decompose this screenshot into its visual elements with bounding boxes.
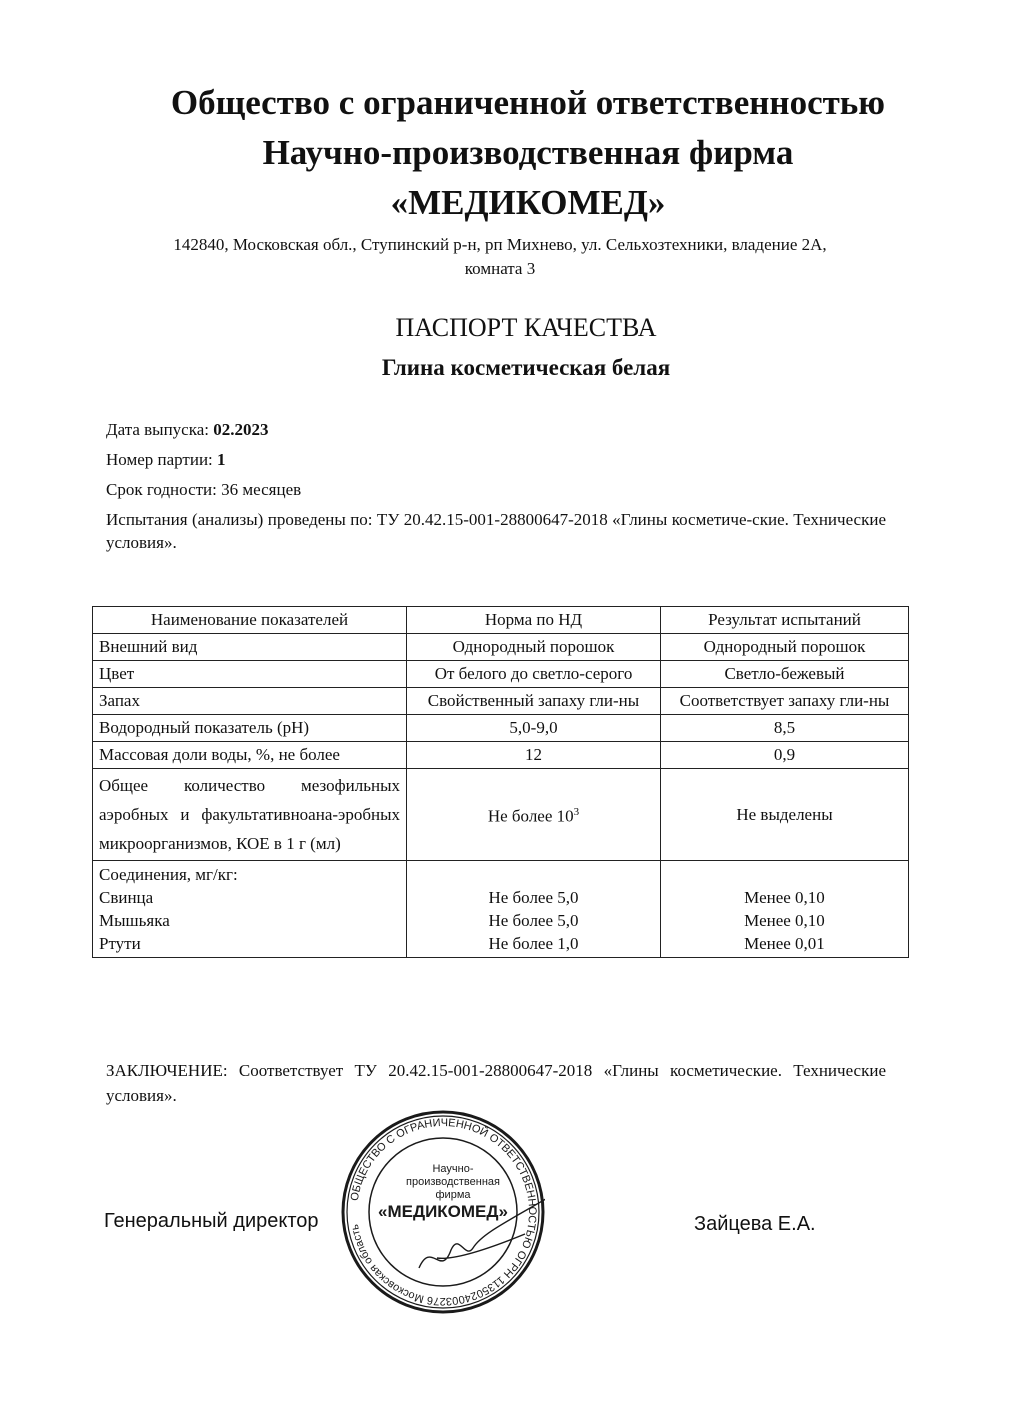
norm-cell: От белого до светло-серого	[407, 661, 661, 688]
company-address	[100, 233, 900, 281]
shelf-life	[106, 478, 886, 502]
compounds-label: Соединения, мг/кг:	[99, 865, 238, 884]
compound-norm: Не более 5,0	[488, 911, 579, 930]
conclusion: ЗАКЛЮЧЕНИЕ: Соответствует ТУ 20.42.15-001-28800647-2018 «Глины косметические. Технические условия».	[106, 1061, 886, 1105]
seal-line-3: фирма	[435, 1189, 471, 1201]
indicator-cell: Внешний вид	[93, 634, 407, 661]
shelf-life-label: Срок годности:	[106, 480, 217, 499]
result-cell: Однородный порошок	[661, 634, 909, 661]
seal-line-1: Научно-	[432, 1163, 474, 1175]
compound-result: Менее 0,10	[744, 888, 825, 907]
address-line-2: комната 3	[464, 259, 536, 278]
indicator-cell: Водородный показатель (pH)	[93, 715, 407, 742]
indicator-cell: Цвет	[93, 661, 407, 688]
result-cell: 0,9	[661, 742, 909, 769]
table-row	[93, 634, 909, 661]
seal-company-name: «МЕДИКОМЕД»	[378, 1202, 508, 1221]
company-seal	[341, 1110, 545, 1314]
shelf-life-value: 36 месяцев	[221, 480, 302, 499]
seal-ring-text: ОБЩЕСТВО С ОГРАНИЧЕННОЙ ОТВЕТСТВЕННОСТЬЮ ОГРН 1135024003276 Московская область	[348, 1116, 539, 1308]
table-row	[93, 742, 909, 769]
document-info	[106, 418, 886, 560]
company-line-2: Научно-производственная фирма	[262, 133, 794, 172]
microbe-norm-exponent: 3	[573, 806, 580, 819]
table-header-row	[93, 607, 909, 634]
table-row	[93, 661, 909, 688]
compound-norm: Не более 5,0	[488, 888, 579, 907]
compound-name: Мышьяка	[99, 911, 170, 930]
indicator-cell: Общее количество мезофильных аэробных и факультативноана-эробных микроорганизмов, КОЕ в 1 г (мл)	[93, 769, 407, 861]
indicator-cell: Запах	[93, 688, 407, 715]
norm-cell	[407, 861, 661, 958]
product-name: Глина косметическая белая	[381, 355, 671, 380]
release-date	[106, 418, 886, 442]
document-title: ПАСПОРТ КАЧЕСТВА	[395, 313, 657, 342]
header-indicator: Наименование показателей	[93, 607, 407, 634]
address-line-1: 142840, Московская обл., Ступинский р-н, рп Михнево, ул. Сельхозтехники, владение 2А,	[173, 235, 827, 254]
compound-norm: Не более 1,0	[488, 934, 579, 953]
table-row	[93, 861, 909, 958]
signer-title: Генеральный директор	[104, 1210, 319, 1232]
norm-cell: 5,0-9,0	[407, 715, 661, 742]
release-label: Дата выпуска:	[106, 420, 209, 439]
result-cell: Не выделены	[661, 769, 909, 861]
table-row	[93, 769, 909, 861]
compound-result: Менее 0,10	[744, 911, 825, 930]
company-line-1: Общество с ограниченной ответственностью	[170, 83, 886, 122]
indicator-cell	[93, 861, 407, 958]
indicator-cell: Массовая доли воды, %, не более	[93, 742, 407, 769]
compound-name: Свинца	[99, 888, 154, 907]
result-cell	[661, 861, 909, 958]
result-cell: 8,5	[661, 715, 909, 742]
table-row	[93, 715, 909, 742]
norm-cell: Свойственный запаху гли-ны	[407, 688, 661, 715]
batch-number	[106, 448, 886, 472]
company-name: «МЕДИКОМЕД»	[390, 183, 666, 222]
norm-cell	[407, 769, 661, 861]
batch-label: Номер партии:	[106, 450, 213, 469]
header-norm: Норма по НД	[407, 607, 661, 634]
signer-name: Зайцева Е.А.	[694, 1213, 816, 1235]
quality-table	[92, 606, 909, 958]
release-value: 02.2023	[213, 420, 269, 439]
seal-line-2: производственная	[406, 1176, 500, 1188]
result-cell: Светло-бежевый	[661, 661, 909, 688]
norm-cell: Однородный порошок	[407, 634, 661, 661]
compound-result: Менее 0,01	[744, 934, 825, 953]
tests-reference: Испытания (анализы) проведены по: ТУ 20.42.15-001-28800647-2018 «Глины косметиче-ские. Технические условия».	[106, 510, 886, 552]
header-result: Результат испытаний	[661, 607, 909, 634]
table-row	[93, 688, 909, 715]
company-header	[0, 78, 1020, 228]
result-cell: Соответствует запаху гли-ны	[661, 688, 909, 715]
microbe-norm-text: Не более 10	[487, 806, 574, 826]
compound-name: Ртути	[99, 934, 141, 953]
norm-cell: 12	[407, 742, 661, 769]
batch-value: 1	[217, 450, 226, 469]
